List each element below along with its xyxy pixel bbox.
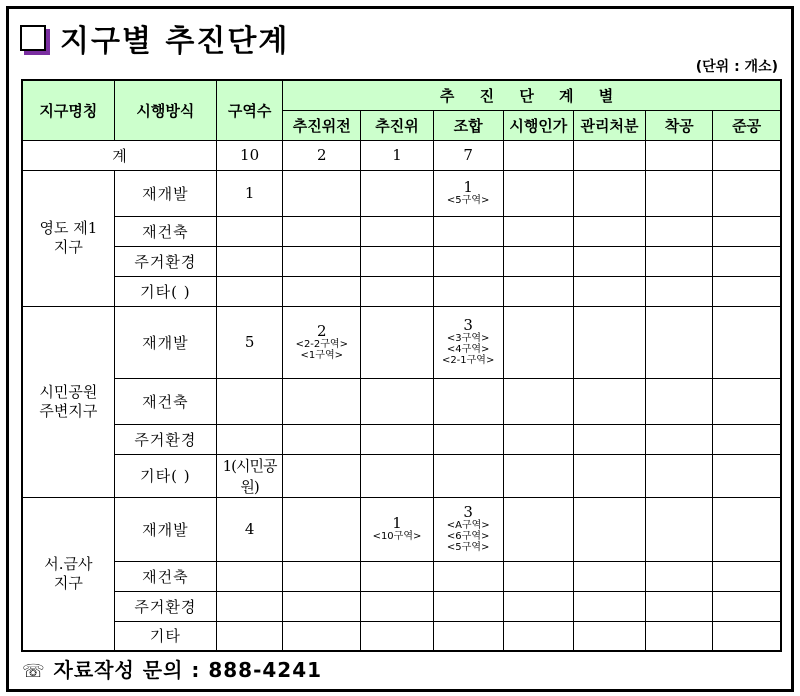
stage-cell bbox=[713, 306, 781, 378]
stage-cell bbox=[361, 424, 433, 454]
method-cell: 주거환경 bbox=[114, 246, 216, 276]
count-cell bbox=[217, 424, 283, 454]
stage-cell bbox=[361, 378, 433, 424]
method-cell: 재개발 bbox=[114, 170, 216, 216]
stage-cell bbox=[646, 378, 713, 424]
stage-cell bbox=[503, 424, 573, 454]
stage-count: 1 bbox=[463, 178, 473, 196]
stage-cell bbox=[573, 497, 645, 561]
method-cell: 주거환경 bbox=[114, 591, 216, 621]
stage-cell bbox=[503, 216, 573, 246]
stage-cell bbox=[503, 454, 573, 497]
stage-cell bbox=[713, 216, 781, 246]
page-title: 지구별 추진단계 bbox=[60, 24, 290, 59]
stage-cell bbox=[503, 276, 573, 306]
count-cell bbox=[217, 591, 283, 621]
footer-text: 자료작성 문의 : 888-4241 bbox=[53, 658, 323, 682]
stage-cell bbox=[283, 378, 361, 424]
table-row bbox=[22, 424, 781, 454]
count-cell: 1 bbox=[217, 170, 283, 216]
stage-cell bbox=[713, 561, 781, 591]
total-count: 10 bbox=[217, 140, 283, 170]
stage-cell bbox=[646, 591, 713, 621]
total-stage-cell: 7 bbox=[433, 140, 503, 170]
zone-label: <2-1구역> bbox=[441, 355, 495, 366]
stage-cell bbox=[713, 276, 781, 306]
unit-note: (단위 : 개소) bbox=[695, 59, 778, 75]
stage-cell bbox=[283, 591, 361, 621]
table-row bbox=[22, 497, 781, 561]
stage-cell bbox=[713, 621, 781, 651]
stage-cell bbox=[283, 621, 361, 651]
header-stage: 준공 bbox=[713, 110, 781, 140]
stage-cell bbox=[713, 170, 781, 216]
stage-cell bbox=[646, 561, 713, 591]
zone-label: <5구역> bbox=[446, 542, 490, 553]
stage-cell bbox=[646, 621, 713, 651]
stage-cell bbox=[573, 561, 645, 591]
stage-cell bbox=[361, 454, 433, 497]
method-cell: 재건축 bbox=[114, 561, 216, 591]
stage-cell bbox=[503, 561, 573, 591]
count-cell: 4 bbox=[217, 497, 283, 561]
count-cell bbox=[217, 216, 283, 246]
header-method: 시행방식 bbox=[114, 80, 216, 140]
zone-label: <1구역> bbox=[300, 349, 343, 361]
total-stage-cell: 1 bbox=[361, 140, 433, 170]
stage-cell bbox=[573, 306, 645, 378]
stage-cell bbox=[361, 246, 433, 276]
stage-cell bbox=[573, 216, 645, 246]
total-row bbox=[22, 140, 781, 170]
stage-count: 1 bbox=[392, 514, 402, 532]
checkbox-square-icon bbox=[20, 25, 46, 51]
stage-cell bbox=[361, 497, 433, 561]
stage-cell bbox=[361, 170, 433, 216]
stage-cell bbox=[433, 276, 503, 306]
stage-cell bbox=[433, 424, 503, 454]
stage-cell bbox=[646, 306, 713, 378]
stage-cell bbox=[503, 621, 573, 651]
stage-cell bbox=[503, 306, 573, 378]
stage-cell bbox=[713, 454, 781, 497]
header-stage: 관리처분 bbox=[573, 110, 645, 140]
stage-cell bbox=[713, 246, 781, 276]
table-body bbox=[22, 140, 781, 651]
total-stage-cell: 2 bbox=[283, 140, 361, 170]
table-row bbox=[22, 170, 781, 216]
stage-cell bbox=[433, 621, 503, 651]
stage-count: 2 bbox=[317, 321, 327, 340]
title-row bbox=[20, 18, 289, 58]
stage-cell bbox=[283, 497, 361, 561]
header-count: 구역수 bbox=[217, 80, 283, 140]
zone-label: <5구역> bbox=[446, 195, 490, 206]
method-cell: 재건축 bbox=[114, 216, 216, 246]
header-stages-group: 추 진 단 계 별 bbox=[283, 80, 781, 110]
stage-cell bbox=[433, 497, 503, 561]
stage-cell bbox=[573, 424, 645, 454]
count-cell bbox=[217, 246, 283, 276]
table-row bbox=[22, 378, 781, 424]
stage-cell bbox=[503, 591, 573, 621]
stage-cell bbox=[573, 454, 645, 497]
stage-cell bbox=[646, 276, 713, 306]
stage-cell bbox=[503, 246, 573, 276]
progress-table bbox=[21, 79, 782, 652]
stage-cell bbox=[283, 561, 361, 591]
stage-cell bbox=[713, 378, 781, 424]
stage-cell bbox=[361, 561, 433, 591]
stage-cell bbox=[573, 276, 645, 306]
count-cell: 1(시민공원) bbox=[217, 454, 283, 497]
stage-cell bbox=[573, 591, 645, 621]
stage-cell bbox=[433, 170, 503, 216]
stage-cell bbox=[433, 561, 503, 591]
method-cell: 기타( ) bbox=[114, 276, 216, 306]
total-stage-cell bbox=[503, 140, 573, 170]
count-cell bbox=[217, 561, 283, 591]
zone-label: <6구역> bbox=[446, 531, 490, 542]
stage-cell bbox=[433, 306, 503, 378]
zone-label: <A구역> bbox=[446, 520, 490, 531]
stage-cell bbox=[361, 276, 433, 306]
stage-cell bbox=[573, 621, 645, 651]
header-district: 지구명칭 bbox=[22, 80, 114, 140]
stage-cell bbox=[361, 591, 433, 621]
header-stage: 착공 bbox=[646, 110, 713, 140]
stage-cell bbox=[361, 621, 433, 651]
zone-label: <4구역> bbox=[446, 344, 490, 355]
table-row bbox=[22, 621, 781, 651]
count-cell bbox=[217, 378, 283, 424]
stage-cell bbox=[433, 378, 503, 424]
stage-cell bbox=[646, 246, 713, 276]
method-cell: 기타( ) bbox=[114, 454, 216, 497]
phone-icon: ☏ bbox=[22, 661, 46, 682]
table-row bbox=[22, 561, 781, 591]
stage-cell bbox=[573, 170, 645, 216]
method-cell: 재개발 bbox=[114, 497, 216, 561]
header-stage: 추진위 bbox=[361, 110, 433, 140]
table-row bbox=[22, 216, 781, 246]
table-row bbox=[22, 276, 781, 306]
count-cell bbox=[217, 621, 283, 651]
stage-cell bbox=[361, 306, 433, 378]
stage-cell bbox=[573, 378, 645, 424]
stage-cell bbox=[503, 170, 573, 216]
table-row bbox=[22, 246, 781, 276]
stage-count: 3 bbox=[463, 503, 473, 521]
stage-cell bbox=[503, 497, 573, 561]
footer-contact bbox=[22, 654, 322, 683]
stage-cell bbox=[361, 216, 433, 246]
stage-cell bbox=[433, 216, 503, 246]
stage-cell bbox=[433, 591, 503, 621]
stage-cell bbox=[646, 424, 713, 454]
total-label: 계 bbox=[22, 140, 217, 170]
method-cell: 기타 bbox=[114, 621, 216, 651]
district-name: 서.금사 지구 bbox=[22, 497, 114, 651]
stage-cell bbox=[433, 246, 503, 276]
zone-label: <2-2구역> bbox=[295, 338, 348, 350]
stage-cell bbox=[283, 306, 361, 378]
stage-cell bbox=[283, 170, 361, 216]
stage-cell bbox=[646, 170, 713, 216]
table-row bbox=[22, 591, 781, 621]
stage-cell bbox=[433, 454, 503, 497]
stage-cell bbox=[646, 454, 713, 497]
table-row bbox=[22, 454, 781, 497]
stage-cell bbox=[283, 216, 361, 246]
stage-cell bbox=[283, 246, 361, 276]
total-stage-cell bbox=[573, 140, 645, 170]
count-cell: 5 bbox=[217, 306, 283, 378]
table-row bbox=[22, 306, 781, 378]
method-cell: 재건축 bbox=[114, 378, 216, 424]
total-stage-cell bbox=[713, 140, 781, 170]
count-cell bbox=[217, 276, 283, 306]
stage-count: 3 bbox=[463, 316, 473, 334]
stage-cell bbox=[283, 454, 361, 497]
header-stage: 시행인가 bbox=[503, 110, 573, 140]
stage-cell bbox=[713, 497, 781, 561]
district-name: 영도 제1 지구 bbox=[22, 170, 114, 306]
stage-cell bbox=[646, 497, 713, 561]
stage-cell bbox=[713, 424, 781, 454]
header-stage: 조합 bbox=[433, 110, 503, 140]
total-stage-cell bbox=[646, 140, 713, 170]
stage-cell bbox=[646, 216, 713, 246]
stage-cell bbox=[283, 276, 361, 306]
stage-cell bbox=[503, 378, 573, 424]
method-cell: 주거환경 bbox=[114, 424, 216, 454]
zone-label: <3구역> bbox=[446, 333, 490, 344]
method-cell: 재개발 bbox=[114, 306, 216, 378]
zone-label: <10구역> bbox=[372, 531, 422, 542]
district-name: 시민공원 주변지구 bbox=[22, 306, 114, 497]
stage-cell bbox=[573, 246, 645, 276]
stage-cell bbox=[713, 591, 781, 621]
stage-cell bbox=[283, 424, 361, 454]
header-stage: 추진위전 bbox=[283, 110, 361, 140]
